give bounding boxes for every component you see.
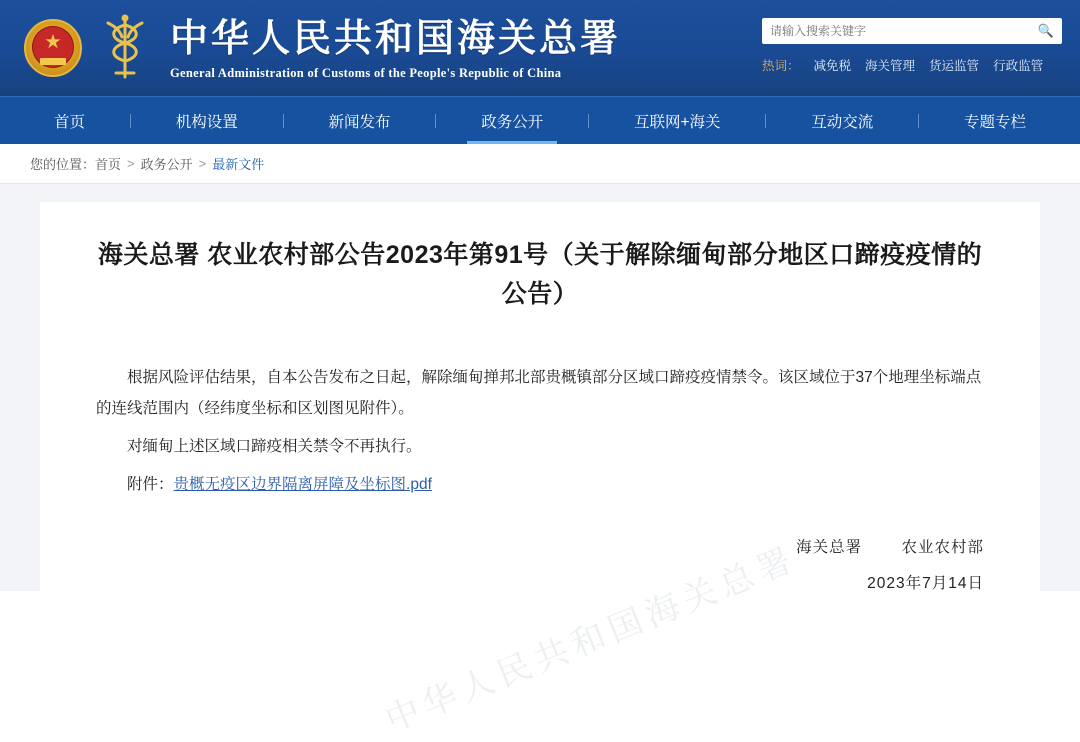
hotword-link-3[interactable]: 货运监管 [929, 59, 980, 73]
attachment-link[interactable]: 贵概无疫区边界隔离屏障及坐标图.pdf [173, 475, 432, 493]
breadcrumb [0, 144, 1080, 184]
site-title-en: General Administration of Customs of the People's Republic of China [170, 65, 562, 80]
nav-item-home[interactable] [28, 97, 111, 144]
breadcrumb-separator: > [127, 156, 135, 171]
nav-item-label: 机构设置 [175, 113, 238, 131]
site-title-cn: 中华人民共和国海关总署 [170, 18, 622, 61]
signature-date: 2023年7月14日 [867, 574, 984, 592]
signature-block [96, 535, 984, 593]
china-national-emblem-icon: ★ [22, 17, 84, 79]
search-icon[interactable]: 🔍 [1037, 23, 1054, 38]
breadcrumb-item-home[interactable]: 首页 [95, 157, 122, 172]
header-right [762, 18, 1062, 74]
document-paragraph: 根据风险评估结果，自本公告发布之日起，解除缅甸掸邦北部贵概镇部分区域口蹄疫疫情禁令。该区域位于37个地理坐标端点的连线范围内（经纬度坐标和区划图见附件）。 [96, 368, 982, 418]
customs-caduceus-icon [94, 13, 156, 83]
breadcrumb-separator: > [198, 156, 207, 171]
attachment-line [96, 469, 984, 501]
nav-item-organization[interactable] [150, 97, 264, 144]
site-title-block [170, 15, 621, 81]
nav-separator [918, 114, 919, 128]
nav-item-label: 首页 [54, 113, 86, 131]
page-title: 海关总署 农业农村部公告2023年第91号（关于解除缅甸部分地区口蹄疫疫情的公告） [97, 241, 983, 308]
nav-item-label: 互联网+海关 [633, 113, 721, 131]
document-paragraph: 对缅甸上述区域口蹄疫相关禁令不再执行。 [127, 438, 422, 456]
nav-item-government-affairs[interactable] [455, 97, 569, 144]
nav-separator [765, 114, 766, 128]
nav-item-interaction[interactable] [785, 97, 899, 144]
breadcrumb-prefix: 您的位置： [30, 157, 96, 172]
main-nav [0, 96, 1080, 144]
document-body [96, 362, 984, 593]
hotwords-bar [762, 56, 1062, 74]
signature-org-1: 海关总署 [796, 538, 863, 556]
nav-item-label: 新闻发布 [328, 113, 391, 131]
search-box[interactable] [762, 18, 1062, 44]
search-input[interactable] [770, 24, 1038, 38]
nav-item-special-topics[interactable] [938, 97, 1052, 144]
nav-separator [588, 114, 589, 128]
hotwords-label: 热词： [762, 59, 800, 73]
nav-item-label: 政务公开 [481, 113, 544, 131]
attachment-label: 附件： [127, 475, 174, 493]
nav-item-label: 互动交流 [811, 113, 874, 131]
hotword-link-4[interactable]: 行政监管 [993, 59, 1044, 73]
page-body [0, 184, 1080, 740]
hotword-link-1[interactable]: 减免税 [813, 59, 852, 73]
breadcrumb-item-government-affairs[interactable]: 政务公开 [140, 157, 193, 172]
signature-org-2: 农业农村部 [901, 538, 984, 556]
nav-item-news[interactable] [302, 97, 416, 144]
watermark: 中华人民共和国海关总署 [380, 540, 803, 740]
site-header [0, 0, 1080, 96]
document-card [40, 202, 1040, 740]
nav-separator [130, 114, 131, 128]
nav-separator [435, 114, 436, 128]
nav-item-label: 专题专栏 [963, 113, 1026, 131]
hotword-link-2[interactable]: 海关管理 [865, 59, 916, 73]
nav-item-internet-customs[interactable] [608, 97, 747, 144]
nav-separator [283, 114, 284, 128]
signature-orgs [96, 535, 984, 557]
breadcrumb-item-current: 最新文件 [212, 157, 265, 172]
